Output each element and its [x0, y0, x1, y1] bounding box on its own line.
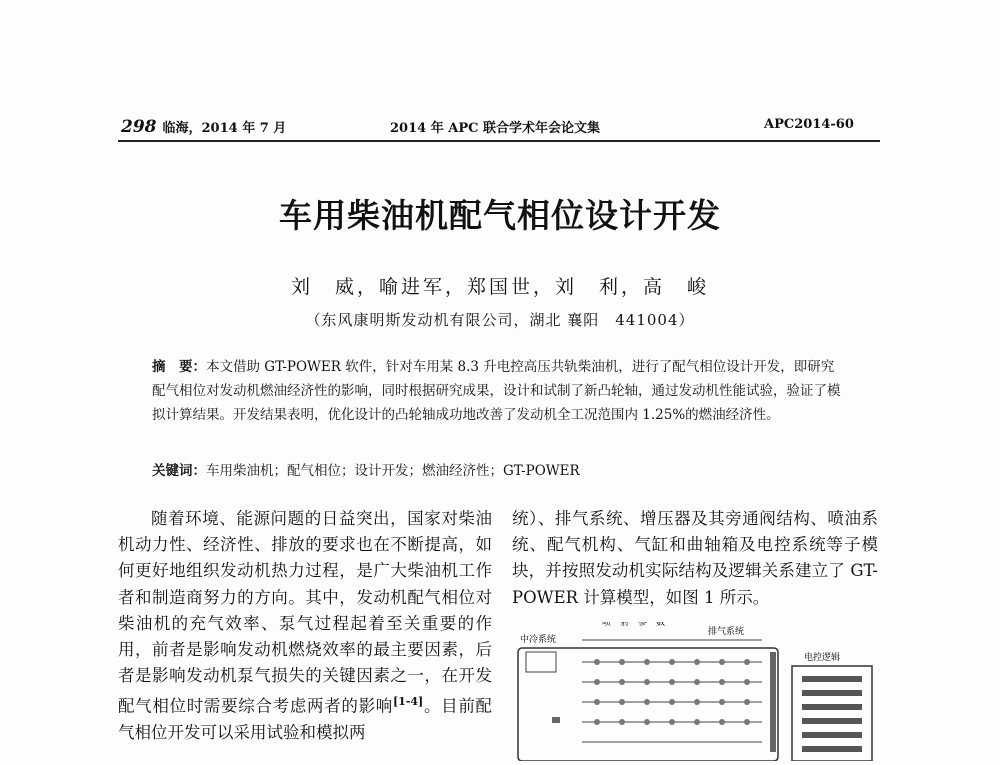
label-exhaust: 排气系统	[708, 627, 745, 637]
gt-power-model-diagram	[512, 622, 878, 761]
affiliation: （东风康明斯发动机有限公司，湖北 襄阳 441004）	[305, 311, 695, 329]
page-number: 298	[121, 117, 157, 137]
label-control: 电控逻辑	[804, 653, 841, 663]
keywords-label: 关键词：	[152, 463, 206, 479]
abstract-text: 本文借助 GT-POWER 软件，针对车用某 8.3 升电控高压共轨柴油机，进行了配气相位设计开发，即研究配气相位对发动机燃油经济性的影响，同时根据研究成果，设计和试制了新凸轮轴，通过发动机性能试验，验证了模拟计算结果。开发结果表明，优化设计的凸轮轴成功地改善了发动机全工况范围内 1.25%的燃油经济性。	[152, 359, 841, 423]
header-left	[121, 117, 286, 137]
authors: 刘 威，喻进军，郑国世，刘 利，高 峻	[290, 276, 709, 298]
model-paragraph: 统）、排气系统、增压器及其旁通阀结构、喷油系统、配气机构、气缸和曲轴箱及电控系统等子模块，并按照发动机实际结构及逻辑关系建立了 GT-POWER 计算模型，如图 1 所示。	[512, 509, 878, 607]
keywords	[152, 459, 844, 479]
intro-text-cont: 。目前配气相位开发可以采用试验和模拟两	[118, 696, 493, 743]
keywords-text: 车用柴油机；配气相位；设计开发；燃油经济性；GT-POWER	[206, 463, 580, 479]
body-left-column	[118, 506, 492, 746]
header-right: APC2014-60	[764, 117, 854, 132]
citation: [1-4]	[392, 695, 424, 709]
intro-paragraph	[118, 506, 492, 746]
header-rule	[118, 140, 880, 142]
paper-title: 车用柴油机配气相位设计开发	[279, 196, 721, 235]
location-date: 临海，2014 年 7 月	[162, 121, 287, 136]
intro-text: 随着环境、能源问题的日益突出，国家对柴油机动力性、经济性、排放的要求也在不断提高，如何更好地组织发动机热力过程，是广大柴油机工作者和制造商努力的方向。其中，发动机配气相位对柴油机的充气效率、泵气过程起着至关重要的作用，前者是影响发动机燃烧效率的最主要因素，后者是影响发动机泵气损失的关键因素之一，在开发配气相位时需要综合考虑两者的影响	[118, 509, 492, 716]
header-center: 2014 年 APC 联合学术年会论文集	[390, 121, 600, 136]
abstract-label: 摘 要：	[152, 359, 206, 375]
body-right-column	[512, 506, 878, 611]
label-injection: 喷 射 参 数	[602, 622, 666, 628]
figure-1-model-diagram	[512, 622, 878, 761]
abstract	[152, 355, 844, 427]
label-intercooler: 中冷系统	[520, 635, 557, 645]
